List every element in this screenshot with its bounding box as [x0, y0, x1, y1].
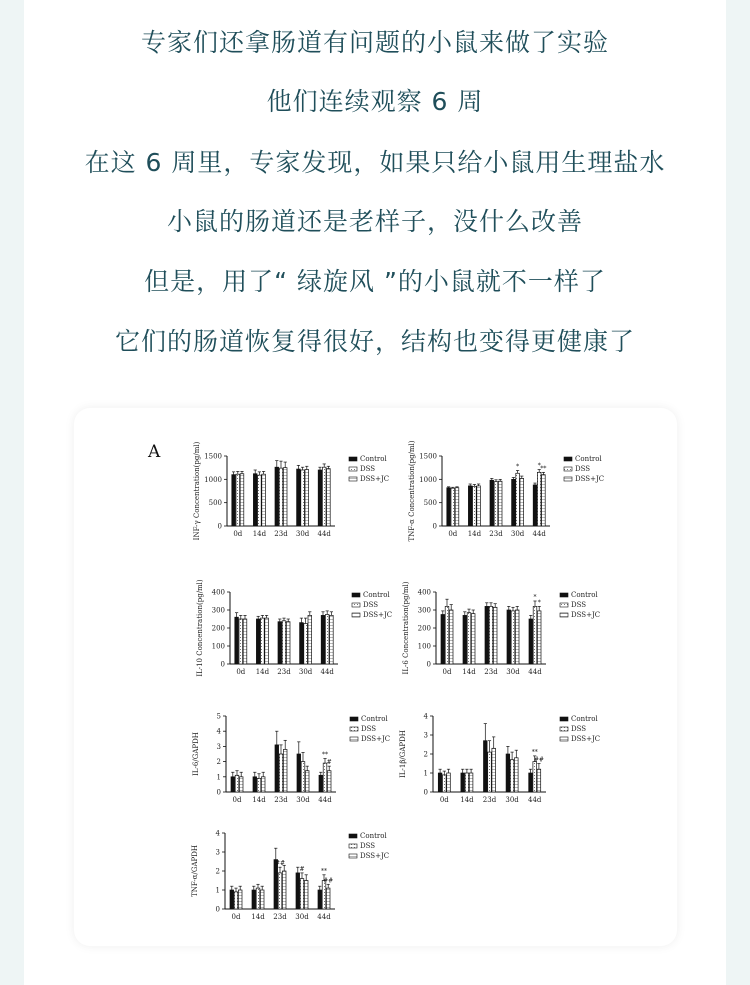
- y-axis-label: TNF-α/GAPDH: [191, 845, 199, 897]
- chart-2: [408, 440, 604, 541]
- bar: [441, 615, 445, 665]
- y-tick-label: 200: [211, 624, 225, 633]
- x-tick-label: 14d: [252, 796, 266, 804]
- bar: [240, 474, 244, 526]
- legend-swatch: [350, 717, 358, 721]
- bar: [253, 777, 257, 792]
- legend-label: DSS: [360, 465, 376, 473]
- legend-label: Control: [571, 715, 598, 723]
- legend-swatch: [560, 727, 568, 731]
- bar: [236, 474, 240, 526]
- bar: [490, 480, 494, 526]
- x-tick-label: 23d: [274, 530, 288, 538]
- bar: [468, 486, 472, 526]
- chart-4: [402, 581, 600, 676]
- bar: [465, 773, 469, 792]
- bar: [533, 762, 537, 792]
- bar: [300, 879, 304, 909]
- y-tick-label: 0: [215, 905, 220, 914]
- legend-label: DSS+JC: [360, 852, 390, 860]
- bar: [319, 775, 323, 792]
- bar: [256, 888, 260, 909]
- y-axis-label: IL-6 Concentration(pg/ml): [402, 581, 410, 675]
- bar: [445, 606, 449, 664]
- text-line-5: 但是，用了“ 绿旋风 ”的小鼠就不一样了: [144, 267, 606, 296]
- bar: [516, 473, 520, 526]
- y-tick-label: 1000: [204, 475, 222, 484]
- bar: [467, 613, 471, 664]
- bar: [278, 873, 282, 909]
- text-line-6: 它们的肠道恢复得很好，结构也变得更健康了: [114, 327, 635, 356]
- x-tick-label: 30d: [506, 668, 520, 676]
- x-tick-label: 14d: [460, 796, 474, 804]
- bar: [330, 615, 334, 664]
- y-tick-label: 2: [423, 750, 428, 759]
- legend-label: DSS+JC: [571, 735, 601, 743]
- x-tick-label: 44d: [528, 796, 542, 804]
- x-tick-label: 23d: [277, 668, 291, 676]
- legend-label: Control: [575, 455, 602, 463]
- legend-label: DSS: [360, 842, 376, 850]
- x-tick-label: 44d: [320, 668, 334, 676]
- bar: [506, 754, 510, 792]
- text-line-1: 专家们还拿肠道有问题的小鼠来做了实验: [140, 28, 609, 57]
- bar: [261, 618, 265, 664]
- bar: [325, 615, 329, 665]
- x-tick-label: 23d: [482, 796, 497, 804]
- y-tick-label: 500: [208, 499, 222, 508]
- legend-swatch: [564, 457, 572, 461]
- legend-swatch: [352, 593, 360, 597]
- bar: [492, 748, 496, 792]
- x-tick-label: 44d: [318, 796, 332, 804]
- bar: [520, 478, 524, 526]
- y-tick-label: 4: [216, 727, 221, 736]
- bar: [494, 482, 498, 526]
- legend-swatch: [349, 834, 357, 838]
- x-tick-label: 0d: [236, 668, 246, 676]
- x-tick-label: 44d: [528, 668, 542, 676]
- legend-swatch: [560, 603, 568, 607]
- y-tick-label: 0: [220, 660, 225, 669]
- bar: [279, 754, 283, 792]
- bar: [537, 769, 541, 792]
- significance-mark: ##: [323, 877, 334, 885]
- legend-swatch: [352, 613, 360, 617]
- bar: [260, 890, 264, 909]
- legend-label: DSS: [571, 601, 587, 609]
- x-tick-label: 23d: [484, 668, 498, 676]
- legend-label: DSS: [363, 601, 379, 609]
- bar: [256, 619, 260, 664]
- bar: [493, 607, 497, 664]
- x-tick-label: 30d: [295, 530, 310, 538]
- x-tick-label: 44d: [317, 913, 331, 921]
- legend-label: Control: [363, 591, 390, 599]
- bar: [258, 475, 262, 526]
- legend-label: DSS+JC: [360, 475, 390, 483]
- x-tick-label: 30d: [510, 530, 525, 538]
- bar: [262, 474, 266, 526]
- bar: [326, 888, 330, 909]
- significance-mark: **: [321, 867, 327, 875]
- bar: [318, 890, 322, 909]
- y-tick-label: 200: [417, 624, 431, 633]
- y-tick-label: 100: [417, 642, 431, 651]
- significance-mark: **: [322, 751, 328, 759]
- bar: [304, 624, 308, 665]
- bar: [253, 474, 257, 526]
- x-tick-label: 14d: [251, 913, 265, 921]
- bar: [265, 618, 269, 664]
- bar: [515, 610, 519, 664]
- bar: [282, 871, 286, 909]
- bar: [469, 773, 473, 792]
- bar: [443, 775, 447, 792]
- y-tick-label: 1500: [204, 452, 222, 461]
- legend-label: Control: [361, 715, 388, 723]
- x-tick-label: 30d: [298, 668, 313, 676]
- bar: [477, 486, 481, 526]
- bar: [327, 469, 331, 526]
- bar: [529, 619, 533, 664]
- bar: [461, 773, 465, 792]
- bar: [232, 475, 236, 526]
- bar: [473, 486, 477, 526]
- x-tick-label: 0d: [442, 668, 452, 676]
- bar: [488, 752, 492, 792]
- y-axis-label: IL-6/GAPDH: [192, 732, 200, 776]
- bar: [257, 778, 261, 792]
- legend-label: DSS+JC: [571, 611, 601, 619]
- x-tick-label: 44d: [532, 530, 546, 538]
- bar: [471, 614, 475, 664]
- significance-mark: ##: [533, 756, 544, 764]
- legend-label: DSS+JC: [363, 611, 393, 619]
- significance-mark: ##: [274, 860, 286, 868]
- text-line-3: 在这 6 周里，专家发现，如果只给小鼠用生理盐水: [84, 148, 666, 177]
- y-tick-label: 1: [423, 769, 428, 778]
- y-tick-label: 400: [417, 588, 431, 597]
- bar: [286, 622, 290, 664]
- y-tick-label: 0: [432, 522, 437, 531]
- x-tick-label: 30d: [296, 796, 310, 804]
- x-tick-label: 0d: [233, 530, 243, 538]
- bar: [275, 467, 279, 526]
- bar: [301, 470, 305, 526]
- legend-swatch: [564, 467, 572, 471]
- y-tick-label: 3: [216, 742, 221, 751]
- legend-swatch: [349, 844, 357, 848]
- bar: [304, 881, 308, 910]
- legend-swatch: [560, 717, 568, 721]
- bar: [515, 758, 519, 792]
- y-tick-label: 400: [211, 588, 225, 597]
- y-tick-label: 500: [423, 499, 437, 508]
- legend-swatch: [349, 477, 357, 481]
- legend-label: DSS+JC: [361, 735, 391, 743]
- chart-7: [191, 830, 389, 922]
- legend-swatch: [350, 737, 358, 741]
- bar: [239, 619, 243, 664]
- bar: [230, 890, 234, 909]
- y-tick-label: 1: [215, 886, 220, 895]
- x-tick-label: 0d: [448, 530, 458, 538]
- bar: [297, 469, 301, 526]
- bar: [498, 481, 502, 526]
- y-tick-label: 300: [417, 606, 431, 615]
- legend-swatch: [560, 737, 568, 741]
- bar: [323, 763, 327, 792]
- text-line-4: 小鼠的肠道还是老样子，没什么改善: [166, 207, 583, 236]
- x-tick-label: 30d: [505, 796, 519, 804]
- legend-swatch: [350, 727, 358, 731]
- bar: [275, 745, 279, 792]
- legend-label: Control: [360, 455, 387, 463]
- x-tick-label: 23d: [274, 796, 288, 804]
- bar: [305, 470, 309, 526]
- y-axis-label: IL-10 Concentration(pg/ml): [196, 579, 204, 677]
- bar: [322, 467, 326, 526]
- legend-label: DSS: [361, 725, 377, 733]
- y-tick-label: 2: [215, 867, 220, 876]
- bar: [297, 754, 301, 792]
- bar: [438, 773, 442, 792]
- bar: [321, 615, 325, 664]
- bar: [529, 773, 533, 792]
- bar: [279, 468, 283, 526]
- significance-mark: **: [540, 465, 547, 473]
- legend-label: DSS: [575, 465, 591, 473]
- bar: [261, 777, 265, 792]
- x-tick-label: 14d: [255, 668, 270, 676]
- x-tick-label: 14d: [462, 668, 476, 676]
- bar: [252, 890, 256, 909]
- y-tick-label: 0: [217, 522, 222, 531]
- x-tick-label: 23d: [489, 530, 503, 538]
- bar: [318, 470, 322, 526]
- x-tick-label: 0d: [231, 913, 241, 921]
- y-tick-label: 0: [426, 660, 431, 669]
- bar: [507, 610, 511, 664]
- significance-mark: *: [537, 599, 541, 607]
- chart-6: [399, 713, 600, 805]
- chart-5: [192, 713, 390, 805]
- y-tick-label: 3: [215, 848, 220, 857]
- bar: [533, 485, 537, 526]
- bar: [231, 777, 235, 792]
- y-axis-label: IL-1β/GAPDH: [399, 730, 407, 778]
- legend-label: Control: [360, 832, 387, 840]
- bar: [489, 606, 493, 664]
- legend-label: DSS+JC: [575, 475, 605, 483]
- bar: [485, 606, 489, 664]
- bar: [283, 468, 287, 526]
- bar: [239, 777, 243, 792]
- bar: [463, 615, 467, 664]
- bar: [300, 623, 304, 664]
- legend-swatch: [560, 613, 568, 617]
- bar: [447, 773, 451, 792]
- bar: [235, 775, 239, 792]
- panel-label: A: [148, 442, 161, 462]
- bar: [542, 475, 546, 526]
- significance-mark: **: [531, 748, 538, 756]
- y-tick-label: 5: [216, 712, 221, 721]
- x-tick-label: 14d: [252, 530, 267, 538]
- bar: [282, 621, 286, 664]
- bar: [243, 619, 247, 664]
- y-tick-label: 1500: [419, 452, 437, 461]
- bar: [447, 488, 451, 526]
- bar: [327, 771, 331, 792]
- y-tick-label: 2: [216, 758, 221, 767]
- y-tick-label: 4: [423, 712, 428, 721]
- legend-label: Control: [571, 591, 598, 599]
- significance-mark: #: [326, 759, 332, 767]
- significance-mark: *: [516, 463, 520, 471]
- bar: [278, 622, 282, 664]
- legend-swatch: [349, 854, 357, 858]
- y-tick-label: 100: [211, 642, 225, 651]
- bar: [451, 488, 455, 526]
- bar: [238, 890, 242, 909]
- bar: [537, 472, 541, 526]
- y-tick-label: 4: [215, 829, 220, 838]
- y-axis-label: INF-γ Concentration(pg/ml): [193, 441, 201, 541]
- text-line-2: 他们连续观察 6 周: [266, 87, 484, 116]
- y-tick-label: 0: [423, 788, 428, 797]
- bar: [449, 610, 453, 664]
- legend-swatch: [352, 603, 360, 607]
- article-page: [24, 0, 726, 985]
- bar: [305, 771, 309, 792]
- y-axis-label: TNF-α Concentration(pg/ml): [408, 440, 416, 542]
- x-tick-label: 30d: [295, 913, 309, 921]
- bar: [510, 760, 514, 792]
- bar: [533, 606, 537, 664]
- x-tick-label: 0d: [439, 796, 449, 804]
- bar: [455, 488, 459, 526]
- bar: [234, 892, 238, 909]
- significance-mark: #: [299, 865, 305, 873]
- bar: [537, 611, 541, 664]
- y-tick-label: 300: [211, 606, 225, 615]
- significance-mark: *: [533, 594, 537, 601]
- y-tick-label: 1: [216, 773, 221, 782]
- bar: [283, 749, 287, 792]
- bar: [484, 741, 488, 792]
- figure-card: [74, 408, 677, 946]
- bar: [322, 881, 326, 910]
- significance-mark: *: [537, 462, 541, 470]
- bar: [296, 873, 300, 909]
- legend-swatch: [349, 467, 357, 471]
- bar: [301, 762, 305, 792]
- bar: [512, 479, 516, 526]
- x-tick-label: 14d: [467, 530, 482, 538]
- chart-1: [193, 441, 389, 540]
- bar: [235, 617, 239, 664]
- figure-svg: [74, 408, 677, 946]
- y-tick-label: 1000: [419, 475, 437, 484]
- y-tick-label: 3: [423, 731, 428, 740]
- legend-swatch: [564, 477, 572, 481]
- legend-label: DSS: [571, 725, 587, 733]
- legend-swatch: [560, 593, 568, 597]
- x-tick-label: 0d: [232, 796, 242, 804]
- bar: [511, 611, 515, 664]
- y-tick-label: 0: [216, 788, 221, 797]
- x-tick-label: 44d: [317, 530, 331, 538]
- chart-3: [196, 579, 392, 677]
- legend-swatch: [349, 457, 357, 461]
- x-tick-label: 23d: [273, 913, 287, 921]
- bar: [308, 615, 312, 664]
